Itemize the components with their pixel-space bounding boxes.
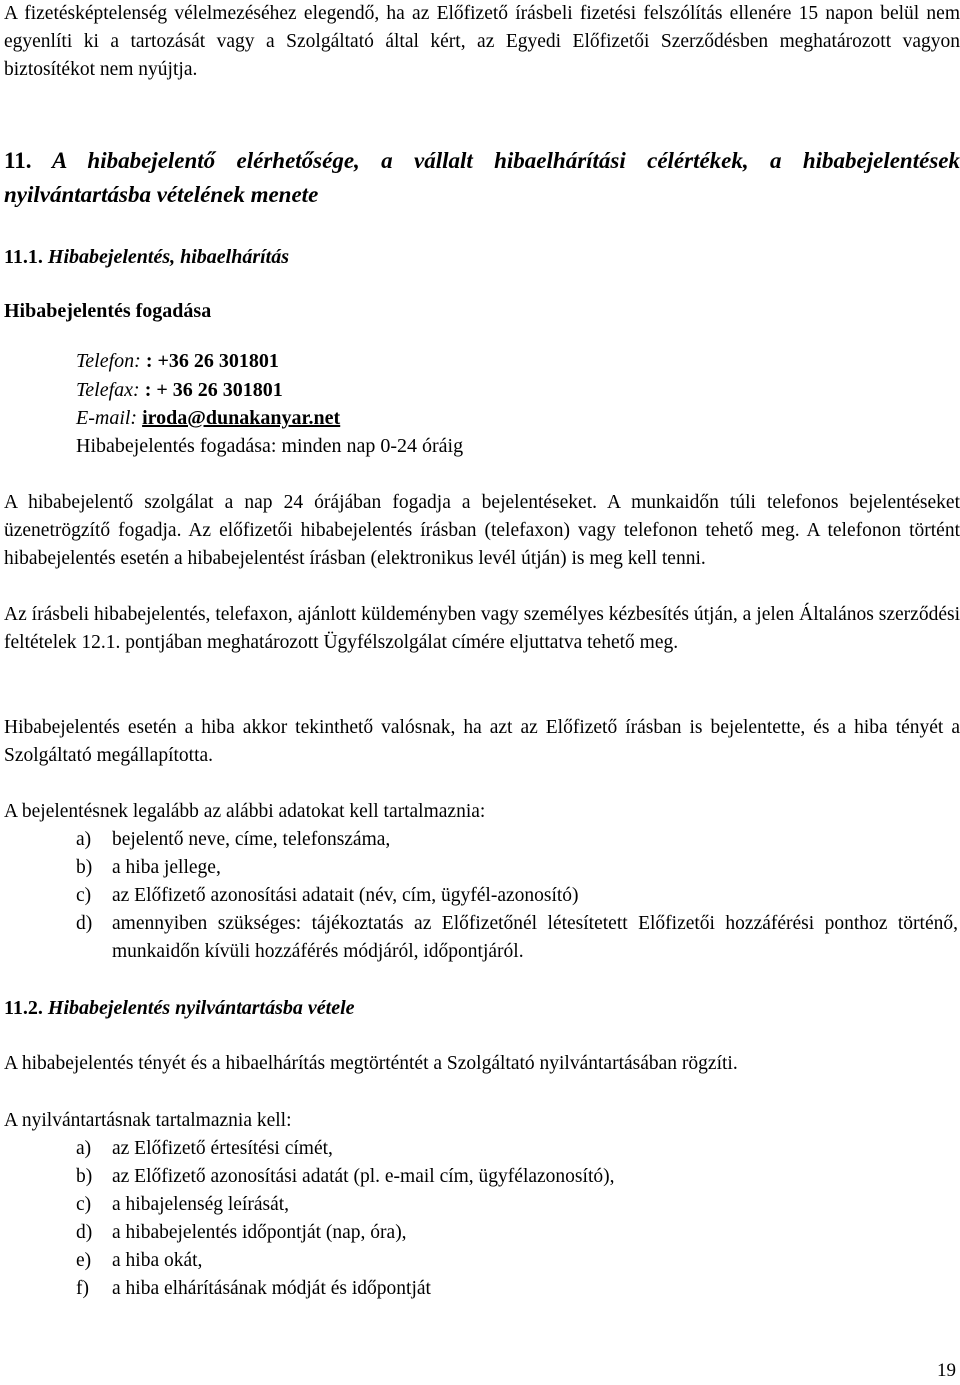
list-marker: a)	[76, 829, 92, 850]
email-link[interactable]: iroda@dunakanyar.net	[142, 407, 341, 429]
list-item-text: a hiba okát,	[112, 1250, 203, 1271]
valid-report-paragraph: Hibabejelentés esetén a hiba akkor tekinthető valósnak, ha azt az Előfizető írásban is bejelentette, és a hiba tényét a Szolgáltató megállapította.	[4, 717, 960, 766]
page-number: 19	[937, 1360, 956, 1381]
list-marker: c)	[76, 885, 92, 906]
list-item	[0, 1247, 960, 1275]
list-marker: c)	[76, 1194, 92, 1215]
registry-paragraph: A hibabejelentés tényét és a hibaelhárítás megtörténtét a Szolgáltató nyilvántartásában rögzíti.	[4, 1053, 738, 1074]
phone-value: : +36 26 301801	[145, 350, 279, 372]
must-contain-paragraph: A bejelentésnek legalább az alábbi adatokat kell tartalmaznia:	[4, 801, 486, 822]
list-marker: d)	[76, 1222, 93, 1243]
list-item-text: a hiba jellege,	[112, 857, 221, 878]
list-item-text: a hiba elhárításának módját és időpontját	[112, 1278, 431, 1299]
list-item-text: az Előfizető azonosítási adatait (név, cím, ügyfél-azonosító)	[112, 885, 579, 906]
contact-email	[76, 404, 936, 432]
list-marker: b)	[76, 1166, 93, 1187]
list-marker: b)	[76, 857, 93, 878]
reception-hours: Hibabejelentés fogadása: minden nap 0-24 óráig	[76, 435, 464, 457]
intro-paragraph: A fizetésképtelenség vélelmezéséhez elegendő, ha az Előfizető írásbeli fizetési felszólítás ellenére 15 napon belül nem egyenlíti ki a tartozását vagy a Szolgáltató által kért, az Egyedi Előfizetői Szerződésben meghatározott vagyon biztosítékot nem nyújtja.	[4, 3, 960, 80]
list-marker: e)	[76, 1250, 92, 1271]
list-item-text: a hibajelenség leírását,	[112, 1194, 290, 1215]
reception-heading: Hibabejelentés fogadása	[4, 300, 212, 322]
contact-phone	[76, 347, 936, 375]
email-label: E-mail:	[76, 407, 138, 429]
fax-label: Telefax:	[76, 379, 140, 401]
section-11-2-number: 11.2.	[4, 997, 43, 1019]
registry-items-list	[0, 1135, 960, 1303]
list-marker: d)	[76, 913, 93, 934]
written-report-paragraph: Az írásbeli hibabejelentés, telefaxon, ajánlott küldeményben vagy személyes kézbesítés útján, a jelen Általános szerződési feltételek 12.1. pontjában meghatározott Ügyfélszolgálat címére eljuttatva tehető meg.	[4, 604, 960, 653]
list-item	[0, 1135, 960, 1163]
list-item	[0, 882, 960, 910]
service-paragraph: A hibabejelentő szolgálat a nap 24 órájában fogadja a bejelentéseket. A munkaidőn túli telefonos bejelentéseket üzenetrögzítő fogadja. Az előfizetői hibabejelentés írásban (telefaxon) vagy telefonon tehető meg. A telefonon történt hibabejelentés esetén a hibabejelentést írásban (elektronikus levél útján) is meg kell tenni.	[4, 492, 960, 569]
section-11-1-number: 11.1.	[4, 246, 43, 268]
section-11-2-heading	[4, 994, 944, 1022]
phone-label: Telefon:	[76, 350, 141, 372]
list-item	[0, 1163, 960, 1191]
list-item	[0, 1275, 960, 1303]
list-item-text: bejelentő neve, címe, telefonszáma,	[112, 829, 391, 850]
section-11-1-title: Hibabejelentés, hibaelhárítás	[47, 246, 290, 268]
list-marker: a)	[76, 1138, 92, 1159]
list-item-text: a hibabejelentés időpontját (nap, óra),	[112, 1222, 407, 1243]
contact-fax	[76, 376, 936, 404]
registry-must-contain: A nyilvántartásnak tartalmaznia kell:	[4, 1110, 292, 1131]
list-item	[0, 826, 960, 854]
section-11-number: 11.	[4, 148, 32, 173]
section-11-heading	[4, 144, 960, 212]
report-items-list	[0, 826, 960, 966]
list-item-text: amennyiben szükséges: tájékoztatás az Előfizetőnél létesítetett Előfizetői hozzáférési ponthoz történő, munkaidőn kívüli hozzáférés módjáról, időpontjáról.	[112, 913, 958, 962]
list-item	[0, 1191, 960, 1219]
list-marker: f)	[76, 1278, 89, 1299]
list-item	[0, 1219, 960, 1247]
list-item-text: az Előfizető azonosítási adatát (pl. e-mail cím, ügyfélazonosító),	[112, 1166, 615, 1187]
list-item	[0, 910, 960, 966]
section-11-title: A hibabejelentő elérhetősége, a vállalt hibaelhárítási célértékek, a hibabejelentések nyilvántartásba vételének menete	[4, 148, 960, 207]
fax-value: : + 36 26 301801	[144, 379, 283, 401]
section-11-2-title: Hibabejelentés nyilvántartásba vétele	[47, 997, 355, 1019]
list-item-text: az Előfizető értesítési címét,	[112, 1138, 333, 1159]
section-11-1-heading	[4, 243, 944, 271]
list-item	[0, 854, 960, 882]
